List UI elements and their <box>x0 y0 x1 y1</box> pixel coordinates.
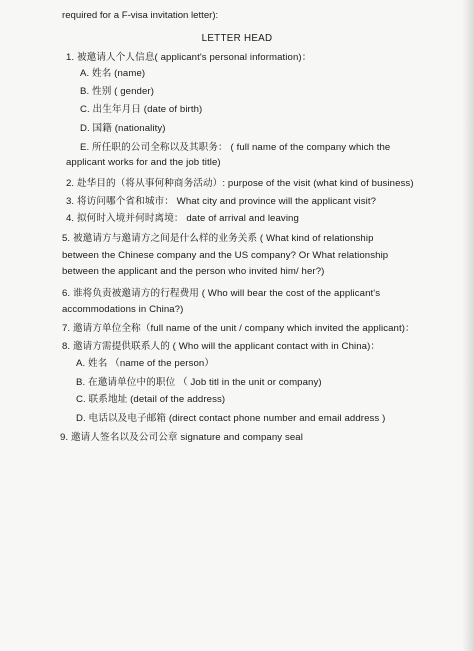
item-1: 1. 被邀请人个人信息( applicant's personal information)： <box>66 52 312 63</box>
item-1a: A. 姓名 (name) <box>80 68 146 79</box>
item-5-cont1: between the Chinese company and the US company? Or What relationship <box>62 250 389 261</box>
item-1b: B. 性别 ( gender) <box>80 86 155 97</box>
item-1e: E. 所任职的公司全称以及其职务： ( full name of the company which the <box>80 142 391 153</box>
item-6: 6. 谁将负责被邀请方的行程费用 ( Who will bear the cost of the applicant's <box>62 288 381 299</box>
item-8d: D. 电话以及电子邮箱 (direct contact phone number and email address ) <box>76 413 386 424</box>
item-7: 7. 邀请方单位全称（full name of the unit / company which invited the applicant)： <box>62 323 415 334</box>
item-6-cont: accommodations in China?) <box>62 304 184 315</box>
item-8a: A. 姓名 （name of the person） <box>76 358 215 369</box>
letter-head-title: LETTER HEAD <box>201 33 273 44</box>
item-5-cont2: between the applicant and the person who invited him/ her?) <box>62 266 325 277</box>
page-edge-shadow <box>462 0 474 651</box>
item-1c: C. 出生年月日 (date of birth) <box>80 104 203 115</box>
item-5: 5. 被邀请方与邀请方之间是什么样的业务关系 ( What kind of relationship <box>62 233 374 244</box>
item-8c: C. 联系地址 (detail of the address) <box>76 394 226 405</box>
item-1d: D. 国籍 (nationality) <box>80 123 166 134</box>
item-9: 9. 邀请人签名以及公司公章 signature and company seal <box>60 432 303 443</box>
item-4: 4. 拟何时入境并何时离境： date of arrival and leaving <box>66 213 299 224</box>
top-cut-line: required for a F-visa invitation letter): <box>62 10 219 21</box>
item-3: 3. 将访问哪个省和城市： What city and province will the applicant visit? <box>66 196 377 207</box>
item-8: 8. 邀请方需提供联系人的 ( Who will the applicant contact with in China)： <box>62 341 381 352</box>
item-8b: B. 在邀请单位中的职位 （ Job titl in the unit or company) <box>76 377 322 388</box>
item-2: 2. 赴华目的（将从事何种商务活动）: purpose of the visit (what kind of business) <box>66 178 414 189</box>
item-1e-cont: applicant works for and the job title) <box>66 157 221 168</box>
